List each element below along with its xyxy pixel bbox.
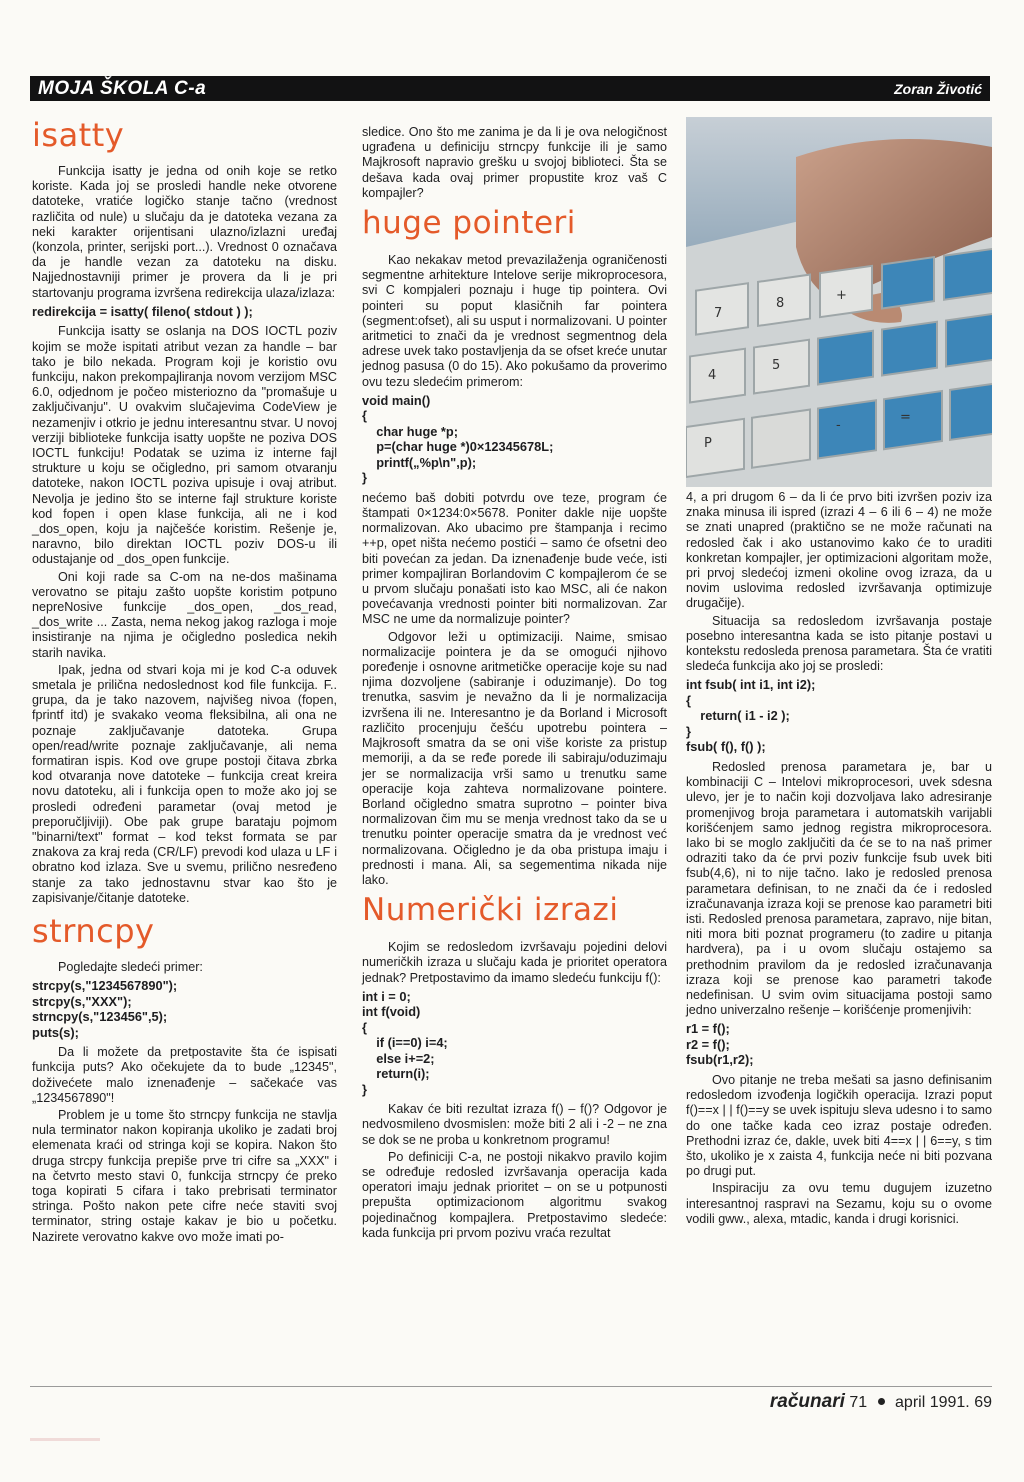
key-label: -: [836, 418, 841, 433]
code-line: printf(„%p\n",p);: [362, 454, 477, 470]
code-line: strncpy(s,"123456",5);: [32, 1009, 168, 1025]
section-header-bar: [30, 76, 990, 101]
heading-strncpy: strncpy: [32, 912, 155, 951]
code-line: puts(s);: [32, 1024, 79, 1040]
paragraph: Ipak, jedna od stvari koja mi je kod C-a oduvek smetala je prilična nedoslednost kod file funkcija. F.. grupa, da je tako nazovem, najvišeg nivoa (fopen, fprintf itd) je svakako veoma fleksibilna, ali ona ne poznaje zaključavanje datoteka. Grupa open/read/write poznaje zaključavanje, ali nema formatiran ispis. Kod ove grupe postoji čitava zbrka kod otvaranja nove datoteke – funkcija creat kreira novu datoteku, ali i funkcija open to može ako joj se prosledi određeni parametar (ovaj metod je preporučljiviji). Obe pak grupe barataju pojmom "binarni/text" format – kod tekst formata se par znakova za kraj reda (CR/LF) prevodi kod ulaza u LF i obratno kod izlaza. Sve u svemu, prilično nesređeno stanje za tako jednostavnu stvar kao što je zapisivanje/čitanje datoteke.: [32, 662, 337, 905]
paragraph: Oni koji rade sa C-om na ne-dos mašinama verovatno se pitaju zašto uopšte koristim potpuno nepreNosive funkcije _dos_open, _dos_read, _dos_write ... Zasta, nema nekog jakog razloga i moje insistiranje na njima je očigledno posledica nekih starih navika.: [32, 569, 337, 660]
key-label: =: [900, 410, 911, 425]
paragraph: Po definiciji C-a, ne postoji nikakvo pravilo kojim se određuje redosled izvršavanja operacija kada operatori imaju jednak prioritet – on se u potpunosti prepušta optimizacionom algoritmu svakog pojedinačnog kompajlera. Pretpostavimo sledeće: kada funkcija pri prvom pozivu vraća rezultat: [362, 1149, 667, 1240]
column-left: [32, 118, 337, 1247]
code-line: redirekcija = isatty( fileno( stdout ) );: [32, 303, 253, 319]
code-block: [32, 978, 337, 1040]
heading-numericki-izrazi: Numerički izrazi: [362, 892, 619, 929]
code-block: [686, 677, 992, 755]
code-line: r1 = f();: [686, 1021, 730, 1037]
column-right: [686, 490, 992, 1229]
paragraph: sledice. Ono što me zanima je da li je ova nelogičnost ugrađena u definiciju strncpy funkcije ili je samo Majkrosoft napravio grešku u svojoj biblioteci. Šta se dešava kada ovaj primer propustite kroz vaš C kompajler?: [362, 125, 667, 200]
code-line: fsub( f(), f() );: [686, 739, 766, 755]
code-line: if (i==0) i=4;: [362, 1035, 448, 1051]
code-block: [362, 989, 667, 1098]
paragraph: Da li možete da pretpostavite šta će ispisati funkcija puts? Ako očekujete da to bude „12345", doživećete malo iznenađenje – sačekaće vas „1234567890"!: [32, 1045, 337, 1105]
code-block: [686, 1021, 992, 1068]
keyboard-illustration: [686, 117, 992, 487]
paragraph: Kojim se redosledom izvršavaju pojedini delovi numeričkih izraza u slučaju kada je prioritet operatora jednak? Pretpostavimo da imamo sledeću funkciju f():: [362, 940, 667, 985]
paragraph: Redosled prenosa parametara je, bar u kombinaciji C – Intelovi mikroprocesori, uvek sdesna ulevo, jer je to način koji dozvoljava lako adresiranje promenjivog broja parametara i automatskih varijabli korišćenjem samo jednog registra mikroprocesora. Iako bi se moglo zaključiti da će se to na naš primer odraziti tako da će prvi poziv funkcije fsub uvek biti fsub(4,6), ni to nije tačno. Iako je redosled prenosa parametara definisan, to ne znači da će i redosled izračunavanja izraza koji se prenose kao parametri biti isti. Redosled prenosa parametara, zapravo, nije bitan, niti mora biti poznat programeru (to zadire u pitanja hardvera), pa i u ovom slučaju ostajemo sa prethodnim pravilom da je redosled izračunavanja izraza koji se prenose kao parametri takođe nedefinisan. U svim ovim situacijama postoji samo jedno univerzalno rešenje – korišćenje promenjivih:: [686, 759, 992, 1018]
page-number: 69: [974, 1394, 992, 1411]
code-line: int i = 0;: [362, 988, 411, 1004]
key-label: 7: [714, 306, 723, 321]
code-line: }: [686, 723, 691, 739]
paragraph: nećemo baš dobiti potvrdu ove teze, program će štampati 0×1234:0×5678. Poniter dakle nije uopšte normalizovan. Ako ubacimo pre štampanja i recimo ++p, opet ništa nećemo postići – samo će ofsetni deo biti povećan za jedan. Da iznenađenje bude veće, isti primer kompajliran Borlandovim C kompajlerom će se u prvom slučaju ponašati isto kao MSC, ali će nakon povećavanja vrednosti pointer biti normalizovan. Zar MSC ne ume da normalizuje pointer?: [362, 490, 667, 627]
scan-artifact: [30, 1438, 100, 1441]
paragraph: Funkcija isatty se oslanja na DOS IOCTL poziv kojim se može ispitati atribut vezan za handle – bar tako je bilo nekada. Program koji je koristio ovu funkciju, nakon prekompajliranja novom verzijom MSC 6.0, odjednom je počeo misteriozno da "promašuje u zaključivanju". U ovakvim slučajevima CodeView je nezamenjiv i otkrio je jednu interesantnu stvar. U novoj verziji biblioteke funkcija isatty uopšte ne poziva DOS IOCTL funkciju! Podatak se uzima iz interne fajl strukture u koju se očigledno, pri samom otvaranju datoteke, nakon IOCTL poziva upisuje i ovaj atribut. Nevolja je jedino što se interne fajl strukture koriste kod fopen i open klase funkcija, ali ne i kod _dos_open, koju ja najčešće koristim. Rešenje je, naravno, bilo direktan IOCTL poziv DOS-u ili odustajanje od _dos_open funkcije.: [32, 324, 337, 567]
section-title: MOJA ŠKOLA C-a: [38, 77, 207, 99]
heading-huge-pointeri: huge pointeri: [362, 205, 576, 242]
code-line: return(i);: [362, 1066, 430, 1082]
paragraph: Situacija sa redosledom izvršavanja postaje posebno interesantna kada se isto pitanje postavi u kontekstu redosleda prenosa parametara. Šta će vratiti sledeća funkcija ako joj se prosledi:: [686, 613, 992, 674]
paragraph: Problem je u tome što strncpy funkcija ne stavlja nula terminator nakon kopiranja ukoliko je zadati broj elemenata kraći od stringa koji se kopira. Nakon što druga strcpy funkcija prepiše prve tri cifre sa „XXX" i na četvrto mesto stavi 0, funkcija strncpy će preko toga kopirati 5 cifara i tako prebrisati terminator stringa. Pošto nakon pete cifre neće staviti svoj terminator, string ostaje kakav je bio u početku. Nazirete verovatno kakve ovo može imati po-: [32, 1108, 337, 1244]
code-line: }: [362, 1081, 367, 1097]
paragraph: Odgovor leži u optimizaciji. Naime, smisao normalizacije pointera je da se omogući njihovo poređenje i osnovne aritmetičke operacije koje su nad njima dozvoljene (sabiranje i oduzimanje). Do tog trenutka, sasvim je nevažno da li je normalizacija izvršena ili ne. Interesantno je da Borland i Microsoft različito procenjuju češću upotrebu pointera – Majkrosoft smatra da se oni više koriste za pristup memoriji, a da se ređe porede ili sabiraju/oduzimaju jer se normalizacija vrši samo u trenutku same operacije koja zahteva normalizovane pointere. Borland očigledno smatra suprotno – pointer biva normalizovan čim mu se menja vrednost tako da se u trenutku pointer operacije smatra da je vrednost već normalizovana. Očigledno je da oba pristupa imaju i prednosti i mana. Ali, sa segementima nikada nije lako.: [362, 629, 667, 887]
code-line: int fsub( int i1, int i2);: [686, 677, 816, 693]
key-label: 8: [776, 296, 785, 311]
code-block: [32, 304, 337, 320]
paragraph: Kao nekakav metod prevazilaženja ograničenosti segmentne arhitekture Intelove serije mikroprocesora, svi C kompjaleri poznaju i huge tip pointera. Ovi pointeri su poput klasičnih far pointera (segment:ofset), ali su usput i normalizovani. U pointer aritmetici to znači da je vrednost segmentnog dela adrese uvek tako postavljenja da se ofset kreće unutar jednog pasusa (0 do 15). Ako pokušamo da proverimo ovu tezu sledećim primerom:: [362, 253, 667, 389]
code-line: void main(): [362, 392, 431, 408]
key-label: 4: [708, 368, 717, 383]
code-line: p=(char huge *)0×12345678L;: [362, 439, 554, 455]
author-name: Zoran Životić: [894, 80, 982, 97]
code-line: {: [362, 408, 367, 424]
paragraph: Funkcija isatty je jedna od onih koje se retko koriste. Kada joj se prosledi handle neke otvorene datoteke, vratiće logičko stanje tačno (vrednost različita od nule) u slučaju da je datoteka vezana za neki karakter orijentisani ulazno/izlazni uređaj (konzola, printer, serijski port...). Vrednost 0 označava da je handle vezan za datoteku na disku. Najjednostavniji primer je provera da li je pri startovanju programa izvršena redirekcija ulaza/izlaza:: [32, 164, 337, 300]
bullet-icon: [878, 1398, 885, 1405]
magazine-name: računari: [769, 1391, 845, 1412]
issue-number: 71: [849, 1394, 868, 1411]
paragraph: 4, a pri drugom 6 – da li će prvo biti izvršen poziv iza znaka minusa ili ispred (izrazi 4 – 6 ili 6 – 4) ne može se znati unapred (praktično se ne može računati na redosled čak i ako ustanovimo kako će to uraditi konkretan kompajler, jer optimizacioni algoritam može, pri prvoj sledećoj izmeni okoline ovog izraza, da u novim uslovima redosled izvršavanja optimizuje drugačije).: [686, 490, 992, 611]
key-label: +: [836, 288, 847, 303]
key-label: P: [704, 436, 712, 451]
code-line: strcpy(s,"1234567890");: [32, 978, 178, 994]
column-middle: [362, 125, 667, 1243]
code-line: r2 = f();: [686, 1036, 730, 1052]
code-line: strcpy(s,"XXX");: [32, 993, 132, 1009]
code-line: else i+=2;: [362, 1050, 435, 1066]
code-line: return( i1 - i2 );: [686, 708, 790, 724]
key-label: 5: [772, 358, 781, 373]
code-line: char huge *p;: [362, 423, 458, 439]
code-block: [362, 393, 667, 486]
keyboard-photo: [686, 117, 992, 487]
paragraph: Ovo pitanje ne treba mešati sa jasno definisanim redosledom izvođenja logičkih operacija. Izrazi poput f()==x | | f()==y se uvek ispituju sleva udesno i to samo do one tačke kada ceo izraz postaje određen. Prethodni izraz će, dakle, uvek biti 4==x | | 6==y, s tim što, ukoliko je x zaista 4, funkcija neće ni biti pozvana po drugi put.: [686, 1072, 992, 1179]
code-line: {: [362, 1019, 367, 1035]
paragraph: Inspiraciju za ovu temu dugujem izuzetno interesantnoj raspravi na Sezamu, koju su o ovome vodili gww., alexa, mtadic, kanda i drugi korisnici.: [686, 1181, 992, 1226]
issue-date: april 1991.: [895, 1394, 970, 1411]
page-footer: [710, 1391, 992, 1413]
code-line: }: [362, 470, 367, 486]
code-line: fsub(r1,r2);: [686, 1052, 754, 1068]
code-line: int f(void): [362, 1004, 421, 1020]
footer-divider: [30, 1386, 992, 1387]
code-line: {: [686, 692, 691, 708]
paragraph: Pogledajte sledeći primer:: [58, 960, 203, 975]
paragraph: Kakav će biti rezultat izraza f() – f()? Odgovor je nedvosmileno dvosmislen: može biti 2 ali i -2 – ne zna se dok se ne proba u konkretnom programu!: [362, 1102, 667, 1147]
heading-isatty: isatty: [32, 116, 125, 154]
